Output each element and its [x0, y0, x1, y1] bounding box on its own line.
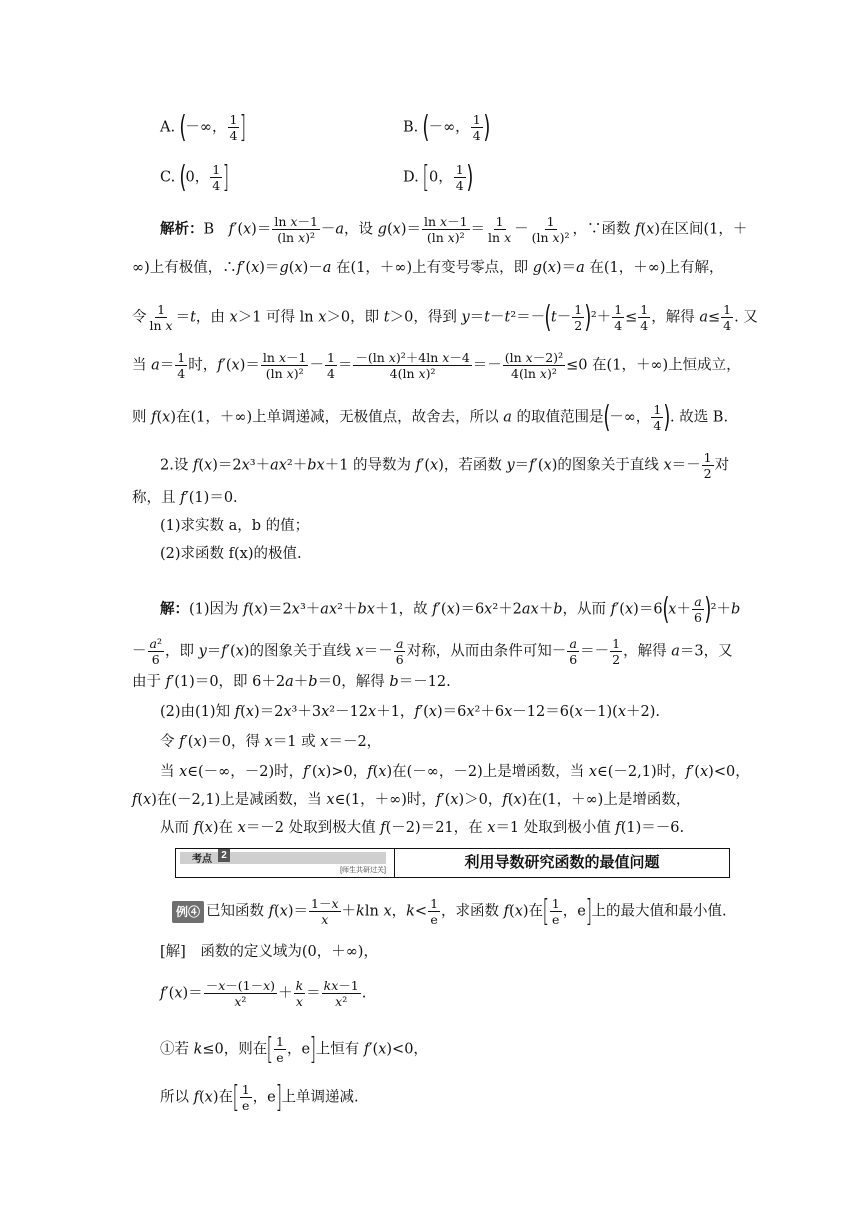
- sol2-line-6: 当 x∈(－∞，－2)时，f′(x)>0，f(x)在(－∞，－2)上是增函数，当 x∈(－2,1)时，f′(x)<0，: [160, 764, 750, 780]
- sol2-max-value: 21: [435, 820, 454, 836]
- sol2-line-7: f(x)在(－2,1)上是减函数，当 x∈(1，＋∞)时，f′(x)＞0，f(x)在(1，＋∞)上是增函数，: [132, 792, 691, 808]
- option-c: C. (0， $\frac{1}{4}$ ]: [160, 159, 230, 195]
- q2-sub2: (2)求函数 f(x)的极值.: [160, 546, 302, 562]
- sol2-line-1: 解：(1)因为 f(x)＝2x³＋ax²＋bx＋1，故 f′(x)＝6x²＋2ax＋b，从而 f′(x)＝6(x＋ $\frac{a}{6}$ )²＋b: [160, 591, 741, 627]
- section-sub: [师生共研过关]: [340, 867, 386, 874]
- sol2-line-8: 从而 f(x)在 x＝－2 处取到极大值 f(－2)＝21，在 x＝1 处取到极小值 f(1)＝－6.: [160, 820, 685, 836]
- option-d-label: D.: [403, 169, 419, 186]
- sol2-line-3: 由于 f′(1)＝0，即 6＋2a＋b＝0，解得 b＝－12.: [132, 674, 451, 690]
- q2-line-1: 2.设 f(x)＝2x³＋ax²＋bx＋1 的导数为 f′(x)，若函数 y＝f′(x)的图象关于直线 x＝－ $\frac{1}{2}$ 对: [160, 450, 730, 481]
- sol2-a-value: 3: [694, 643, 704, 660]
- analysis-line-4: 当 a＝ $\frac{1}{4}$ 时，f′(x)＝ $\frac{\text{ln x－1}}{\text{(ln x)²}}$ － $\frac{1}{4}$ ＝ $\frac{\text{－(ln x)²＋4ln x－4}}{\text{4(ln x)²}}$ ＝－ $\frac{\text{(ln x－2)²}}{\text{4(ln x)²}}$ ≤0 在(1，＋∞)上恒成立，: [132, 350, 741, 381]
- analysis-line-2: ∞)上有极值，∴f′(x)＝g(x)－a 在(1，＋∞)上有变号零点，即 g(x)＝a 在(1，＋∞)上有解，: [132, 260, 724, 276]
- option-b: B. (－∞， $\frac{1}{4}$ ): [403, 109, 491, 145]
- sol2-b-value: －12: [413, 674, 447, 690]
- q2-line-2: 称，且 f′(1)＝0.: [132, 490, 238, 506]
- section-tag: 考点: [192, 854, 212, 865]
- option-a-label: A.: [160, 119, 176, 136]
- option-d: D. [0， $\frac{1}{4}$ ): [403, 159, 474, 195]
- sol2-min-value: －6: [655, 820, 680, 836]
- ex-sol-line-3: ①若 k≤0，则在[ $\frac{1}{e}$ ，e]上恒有 f′(x)<0，: [160, 1031, 428, 1067]
- sol2-line-4: (2)由(1)知 f(x)＝2x³＋3x²－12x＋1，f′(x)＝6x²＋6x－12＝6(x－1)(x＋2).: [160, 704, 661, 720]
- sol2-line-5: 令 f′(x)＝0，得 x＝1 或 x＝－2，: [160, 734, 382, 750]
- ex-sol-line-1: [160, 942, 378, 962]
- section-header: [175, 848, 730, 878]
- analysis-conclusion: 故选 B.: [679, 409, 729, 426]
- example-line: 例④ 已知函数 f(x)＝ $\frac{1-x}{x}$ ＋kln x，k< $\frac{1}{e}$ ，求函数 f(x)在[ $\frac{1}{e}$ ，e]上的最大值和最小值.: [172, 896, 727, 927]
- analysis-line-1: 解析：B f′(x)＝ $\frac{\text{ln x－1}}{\text{(ln x)²}}$ －a，设 g(x)＝ $\frac{\text{ln x－1}}{\text{(ln x)²}}$ ＝ $\frac{1}{\text{ln x}}$ － $\frac{1}{\text{(ln x)²}}$ ，∵函数 f(x)在区间(1，＋: [160, 214, 748, 245]
- example-bracket-label: [解]: [160, 944, 186, 960]
- ex-sol-line-4: 所以 f(x)在[ $\frac{1}{e}$ ，e]上单调递减.: [160, 1079, 359, 1115]
- ex-sol-line-2: f′(x)＝ $\frac{-x-(1-x)}{\text{x²}}$ ＋ $\frac{k}{x}$ ＝ $\frac{kx-1}{\text{x²}}$ .: [160, 978, 367, 1009]
- section-num: 2: [218, 849, 230, 862]
- q2-number: 2.: [160, 457, 174, 474]
- analysis-line-5: 则 f(x)在(1，＋∞)上单调递减，无极值点，故舍去，所以 a 的取值范围是(－∞， $\frac{1}{4}$ ). 故选 B.: [132, 399, 729, 435]
- section-tag-area: [176, 849, 395, 877]
- option-b-label: B.: [403, 119, 419, 136]
- q2-sub1: (1)求实数 a，b 的值；: [160, 518, 310, 534]
- example-domain-text: 函数的定义域为(0，＋∞)，: [200, 944, 378, 960]
- analysis-answer: B: [203, 221, 215, 238]
- example-badge: 例④: [172, 901, 204, 923]
- analysis-label: 解析: [160, 220, 189, 238]
- option-a: A. (－∞， $\frac{1}{4}$ ]: [160, 109, 247, 145]
- section-title: 利用导数研究函数的最值问题: [464, 854, 660, 871]
- sol2-label: 解: [160, 600, 175, 618]
- analysis-line-3: 令 $\frac{1}{\text{ln x}}$ ＝t，由 x＞1 可得 ln x＞0，即 t＞0，得到 y＝t－t²＝－(t－ $\frac{1}{2}$ )²＋ $\frac{1}{4}$ ≤ $\frac{1}{4}$ ，解得 a≤ $\frac{1}{4}$ . 又: [132, 299, 758, 335]
- sol2-line-2: － $\frac{\text{a²}}{6}$ ，即 y＝f′(x)的图象关于直线 x＝－ $\frac{a}{6}$ 对称，从而由条件可知－ $\frac{a}{6}$ ＝－ $\frac{1}{2}$ ，解得 a＝3，又: [132, 636, 733, 667]
- option-c-label: C.: [160, 169, 176, 186]
